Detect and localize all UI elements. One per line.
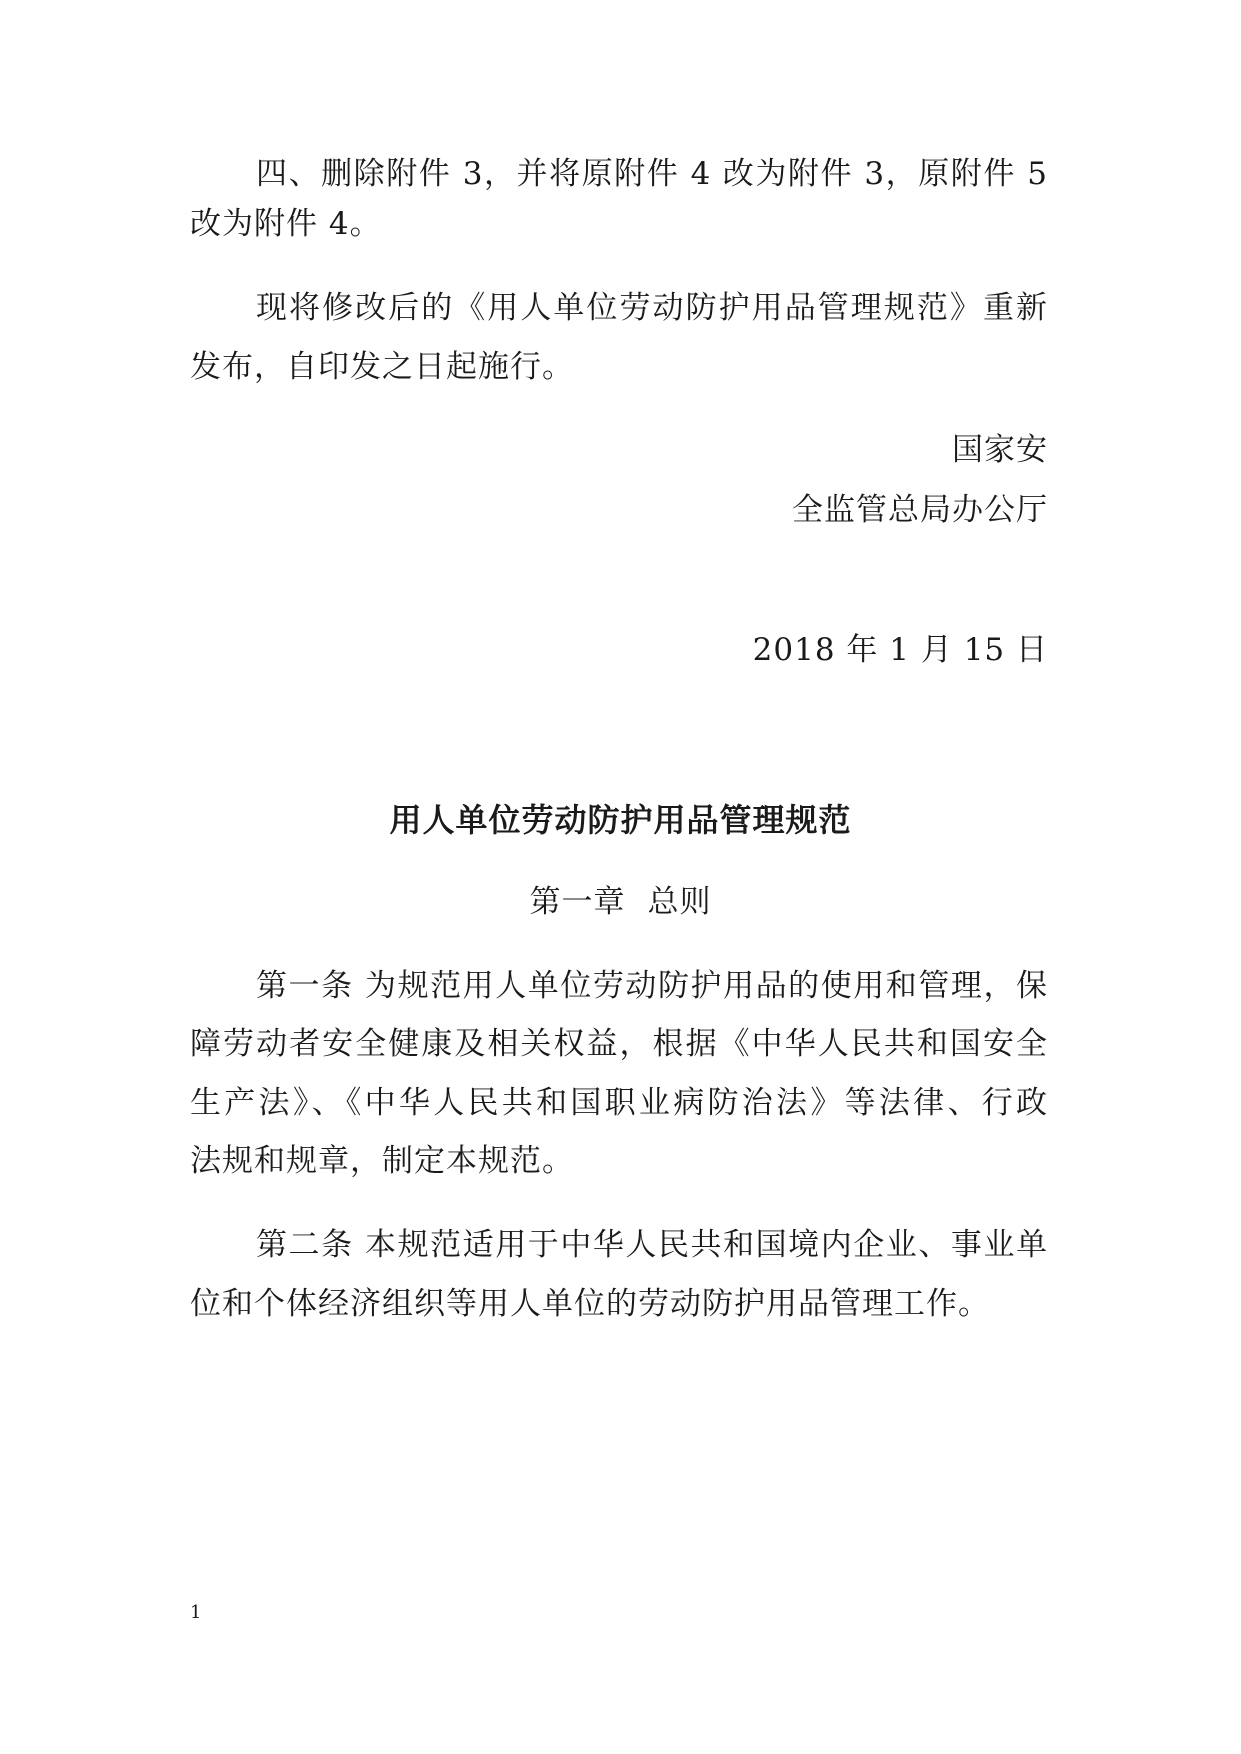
article2-line1: 第二条 本规范适用于中华人民共和国境内企业、事业单	[256, 1227, 1048, 1263]
chapter-number: 第一章	[529, 884, 626, 920]
item4-line1: 四、删除附件 3，并将原附件 4 改为附件 3，原附件 5	[256, 156, 1048, 192]
republish-line2: 发布，自印发之日起施行。	[190, 349, 574, 385]
signature-line2: 全监管总局办公厅	[792, 492, 1048, 528]
signature-date: 2018 年 1 月 15 日	[752, 632, 1048, 668]
chapter-heading	[0, 882, 1241, 922]
article2-line2: 位和个体经济组织等用人单位的劳动防护用品管理工作。	[190, 1286, 990, 1322]
article1-line4: 法规和规章，制定本规范。	[190, 1143, 574, 1179]
signature-line1: 国家安	[952, 432, 1048, 468]
article1-line3: 生产法》、《中华人民共和国职业病防治法》等法律、行政	[190, 1085, 1048, 1121]
article1-line2: 障劳动者安全健康及相关权益，根据《中华人民共和国安全	[190, 1026, 1048, 1062]
document-title: 用人单位劳动防护用品管理规范	[389, 801, 852, 839]
republish-line1: 现将修改后的《用人单位劳动防护用品管理规范》重新	[256, 290, 1048, 326]
item4-line2: 改为附件 4。	[190, 206, 382, 242]
chapter-title: 总则	[647, 884, 712, 920]
page-number: 1	[190, 1602, 202, 1623]
article1-line1: 第一条 为规范用人单位劳动防护用品的使用和管理，保	[256, 968, 1048, 1004]
